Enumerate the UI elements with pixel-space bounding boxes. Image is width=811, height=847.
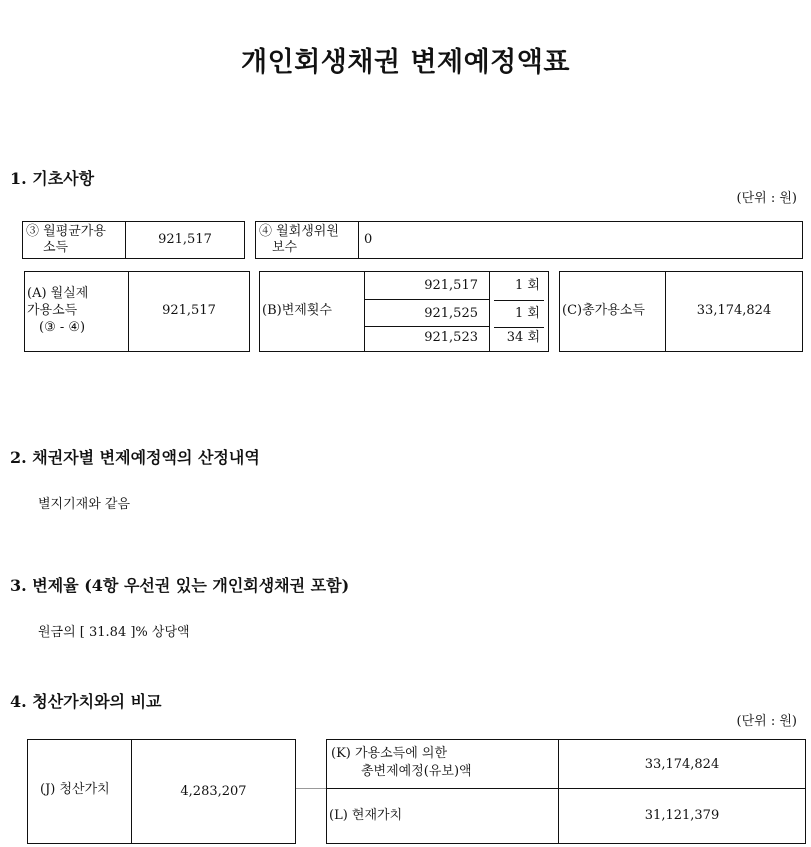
a-label-line1: (A) 월실제 <box>27 286 89 301</box>
b-box <box>259 271 549 352</box>
a-label-line2: 가용소득 <box>27 303 78 318</box>
section-4-unit: (단위 : 원) <box>736 714 797 729</box>
section-3-text: 원금의 [ 31.84 ]% 상당액 <box>38 625 190 640</box>
j-value: 4,283,207 <box>180 784 247 799</box>
item3-box <box>22 221 245 259</box>
item3-value: 921,517 <box>158 232 212 247</box>
b-row-count: 34 회 <box>506 330 540 345</box>
j-label: (J) 청산가치 <box>40 782 110 797</box>
section-3-heading: 3. 변제율 (4항 우선권 있는 개인회생채권 포함) <box>10 576 350 595</box>
b-row-count: 1 회 <box>515 306 540 321</box>
kl-box <box>326 739 806 844</box>
k-label-line2: 총변제예정(유보)액 <box>361 764 472 779</box>
c-value: 33,174,824 <box>696 303 772 318</box>
a-box <box>24 271 250 352</box>
section-4-heading: 4. 청산가치와의 비교 <box>10 692 162 711</box>
b-row-amount: 921,517 <box>424 278 478 293</box>
item4-value: 0 <box>364 232 373 247</box>
b-row-count: 1 회 <box>515 278 540 293</box>
b-row-amount: 921,523 <box>424 330 478 345</box>
c-label: (C)총가용소득 <box>562 303 645 318</box>
item4-label-line2: 보수 <box>272 240 298 255</box>
b-label: (B)변제횟수 <box>262 303 332 318</box>
l-label: (L) 현재가치 <box>329 808 403 823</box>
item4-label-line1: ④ 월회생위원 <box>259 224 339 239</box>
item3-label-line1: ③ 월평균가용 <box>26 224 106 239</box>
item4-box <box>255 221 803 259</box>
connector-line <box>296 788 326 789</box>
b-row-amount: 921,525 <box>424 306 478 321</box>
j-box <box>27 739 296 844</box>
item3-label-line2: 소득 <box>43 240 69 255</box>
section-2-heading: 2. 채권자별 변제예정액의 산정내역 <box>10 448 260 467</box>
page-title: 개인회생채권 변제예정액표 <box>241 47 570 78</box>
section-1-unit: (단위 : 원) <box>736 191 797 206</box>
k-value: 33,174,824 <box>644 757 720 772</box>
section-2-text: 별지기재와 같음 <box>38 497 131 512</box>
l-value: 31,121,379 <box>644 808 720 823</box>
k-label-line1: (K) 가용소득에 의한 <box>331 746 448 761</box>
a-label-line3: (③ - ④) <box>39 320 86 335</box>
a-value: 921,517 <box>162 303 216 318</box>
section-1-heading: 1. 기초사항 <box>10 169 95 188</box>
c-box <box>559 271 803 352</box>
